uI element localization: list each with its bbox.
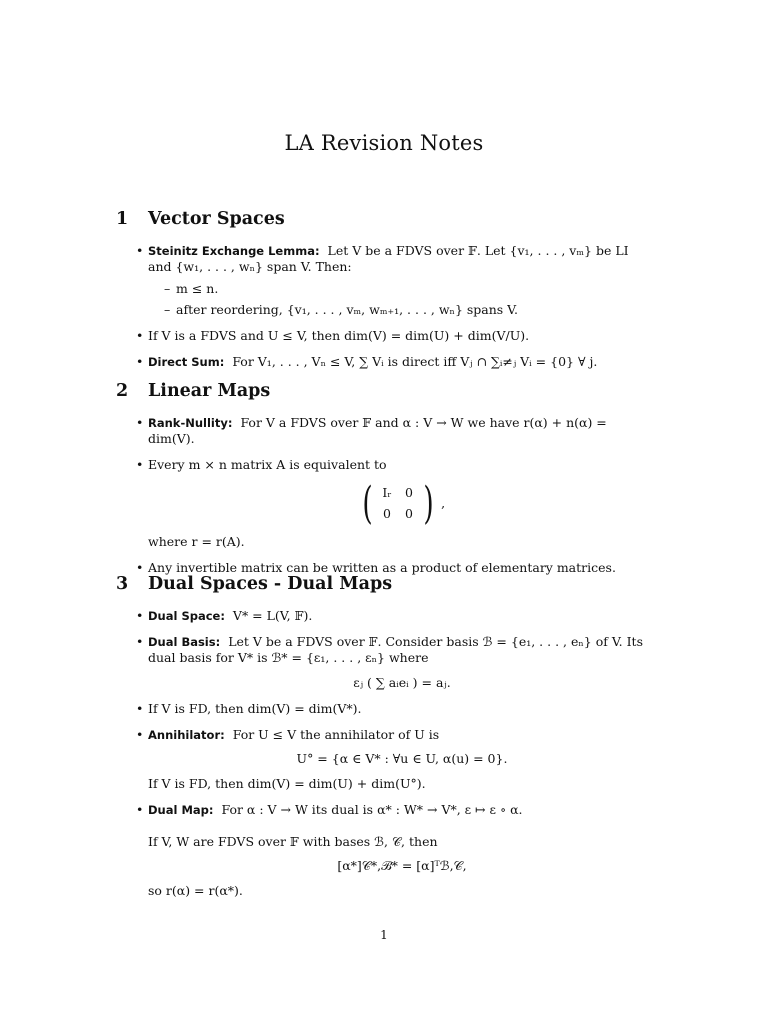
item-label: Annihilator:: [148, 728, 225, 742]
matrix-cell: Iᵣ: [382, 485, 392, 501]
item-label: Steinitz Exchange Lemma:: [148, 243, 320, 258]
item-label: Dual Space:: [148, 608, 225, 623]
list-item: [116, 701, 656, 717]
display-equation: εⱼ ( ∑ aᵢeᵢ ) = aⱼ.: [353, 674, 451, 690]
section-title: Linear Maps: [148, 381, 271, 401]
right-paren: ): [423, 477, 434, 529]
section-heading: [116, 380, 656, 403]
item-after-text: so r(α) = r(α*).: [148, 882, 243, 898]
section-number: 2: [116, 381, 129, 401]
list-item: [116, 457, 656, 550]
section-title: Dual Spaces - Dual Maps: [148, 574, 393, 594]
item-text: For U ≤ V the annihilator of U is: [232, 727, 440, 742]
display-equation: [148, 477, 656, 529]
item-label: Dual Map:: [148, 802, 214, 817]
sub-list: [148, 281, 656, 318]
section-number: 1: [116, 209, 129, 229]
matrix-cell: 0: [405, 505, 413, 521]
item-text: For α : V → W its dual is α* : W* → V*, ε ↦ ε ∘ α.: [221, 801, 523, 817]
section-dual-spaces: [116, 573, 656, 909]
list-item: [116, 634, 656, 691]
item-label: Dual Basis:: [148, 635, 221, 649]
list-item: [116, 802, 656, 899]
section-heading: [116, 208, 656, 231]
section-heading: [116, 573, 656, 596]
item-label: Direct Sum:: [148, 355, 225, 369]
section-number: 3: [116, 574, 129, 594]
section-title: Vector Spaces: [148, 209, 285, 229]
list-item: [116, 354, 656, 370]
item-text: For V a FDVS over 𝔽 and α : V → W we have r(α) + n(α) = dim(V).: [148, 414, 607, 446]
list-item: [116, 415, 656, 448]
display-equation: U° = {α ∈ V* : ∀u ∈ U, α(u) = 0}.: [296, 751, 508, 767]
left-paren: (: [362, 477, 373, 529]
item-text: For V₁, . . . , Vₙ ≤ V, ∑ Vᵢ is direct iff Vⱼ ∩ ∑ᵢ≠ⱼ Vᵢ = {0} ∀ j.: [232, 354, 598, 369]
item-text: Let V be a FDVS over 𝔽. Let {v₁, . . . , vₘ} be LI and {w₁, . . . , wₙ} span V. Then:: [148, 242, 629, 274]
section-vector-spaces: [116, 208, 656, 380]
item-after-text: If V is FD, then dim(V) = dim(U) + dim(U°).: [148, 775, 426, 791]
bullet-list: [116, 415, 656, 576]
matrix-cell: 0: [383, 505, 391, 521]
matrix-comma: ,: [441, 495, 446, 510]
list-item: [116, 727, 656, 792]
item-text: Let V be a FDVS over 𝔽. Consider basis ℬ = {e₁, . . . , eₙ} of V. Its dual basis for V* is ℬ* = {ε₁, . . . , εₙ} where: [148, 634, 643, 666]
item-text: Every m × n matrix A is equivalent to: [148, 457, 387, 473]
item-label: Rank-Nullity:: [148, 415, 233, 430]
item-text: If V is a FDVS and U ≤ V, then dim(V) = dim(U) + dim(V/U).: [148, 327, 530, 343]
list-item: [116, 328, 656, 344]
section-linear-maps: [116, 380, 656, 586]
page-title: LA Revision Notes: [284, 131, 484, 155]
sub-item: – after reordering, {v₁, . . . , vₘ, wₘ₊₁, . . . , wₙ} spans V.: [148, 302, 656, 318]
page-number: 1: [380, 928, 388, 942]
item-text-2: If V, W are FDVS over 𝔽 with bases ℬ, 𝒞, then: [148, 834, 438, 849]
bullet-list: [116, 243, 656, 371]
list-item: [116, 608, 656, 624]
matrix-cell: 0: [405, 485, 413, 501]
item-text: V* = L(V, 𝔽).: [232, 607, 313, 623]
matrix: [359, 477, 437, 529]
list-item: [116, 243, 656, 318]
item-text: If V is FD, then dim(V) = dim(V*).: [148, 700, 362, 716]
bullet-list: [116, 608, 656, 899]
display-equation: [α*]𝒞*,ℬ* = [α]ᵀℬ,𝒞,: [337, 858, 467, 874]
sub-item: – m ≤ n.: [148, 281, 656, 297]
matrix-grid: [376, 485, 420, 522]
item-text: Any invertible matrix can be written as a product of elementary matrices.: [148, 559, 616, 575]
item-after-text: where r = r(A).: [148, 533, 245, 549]
